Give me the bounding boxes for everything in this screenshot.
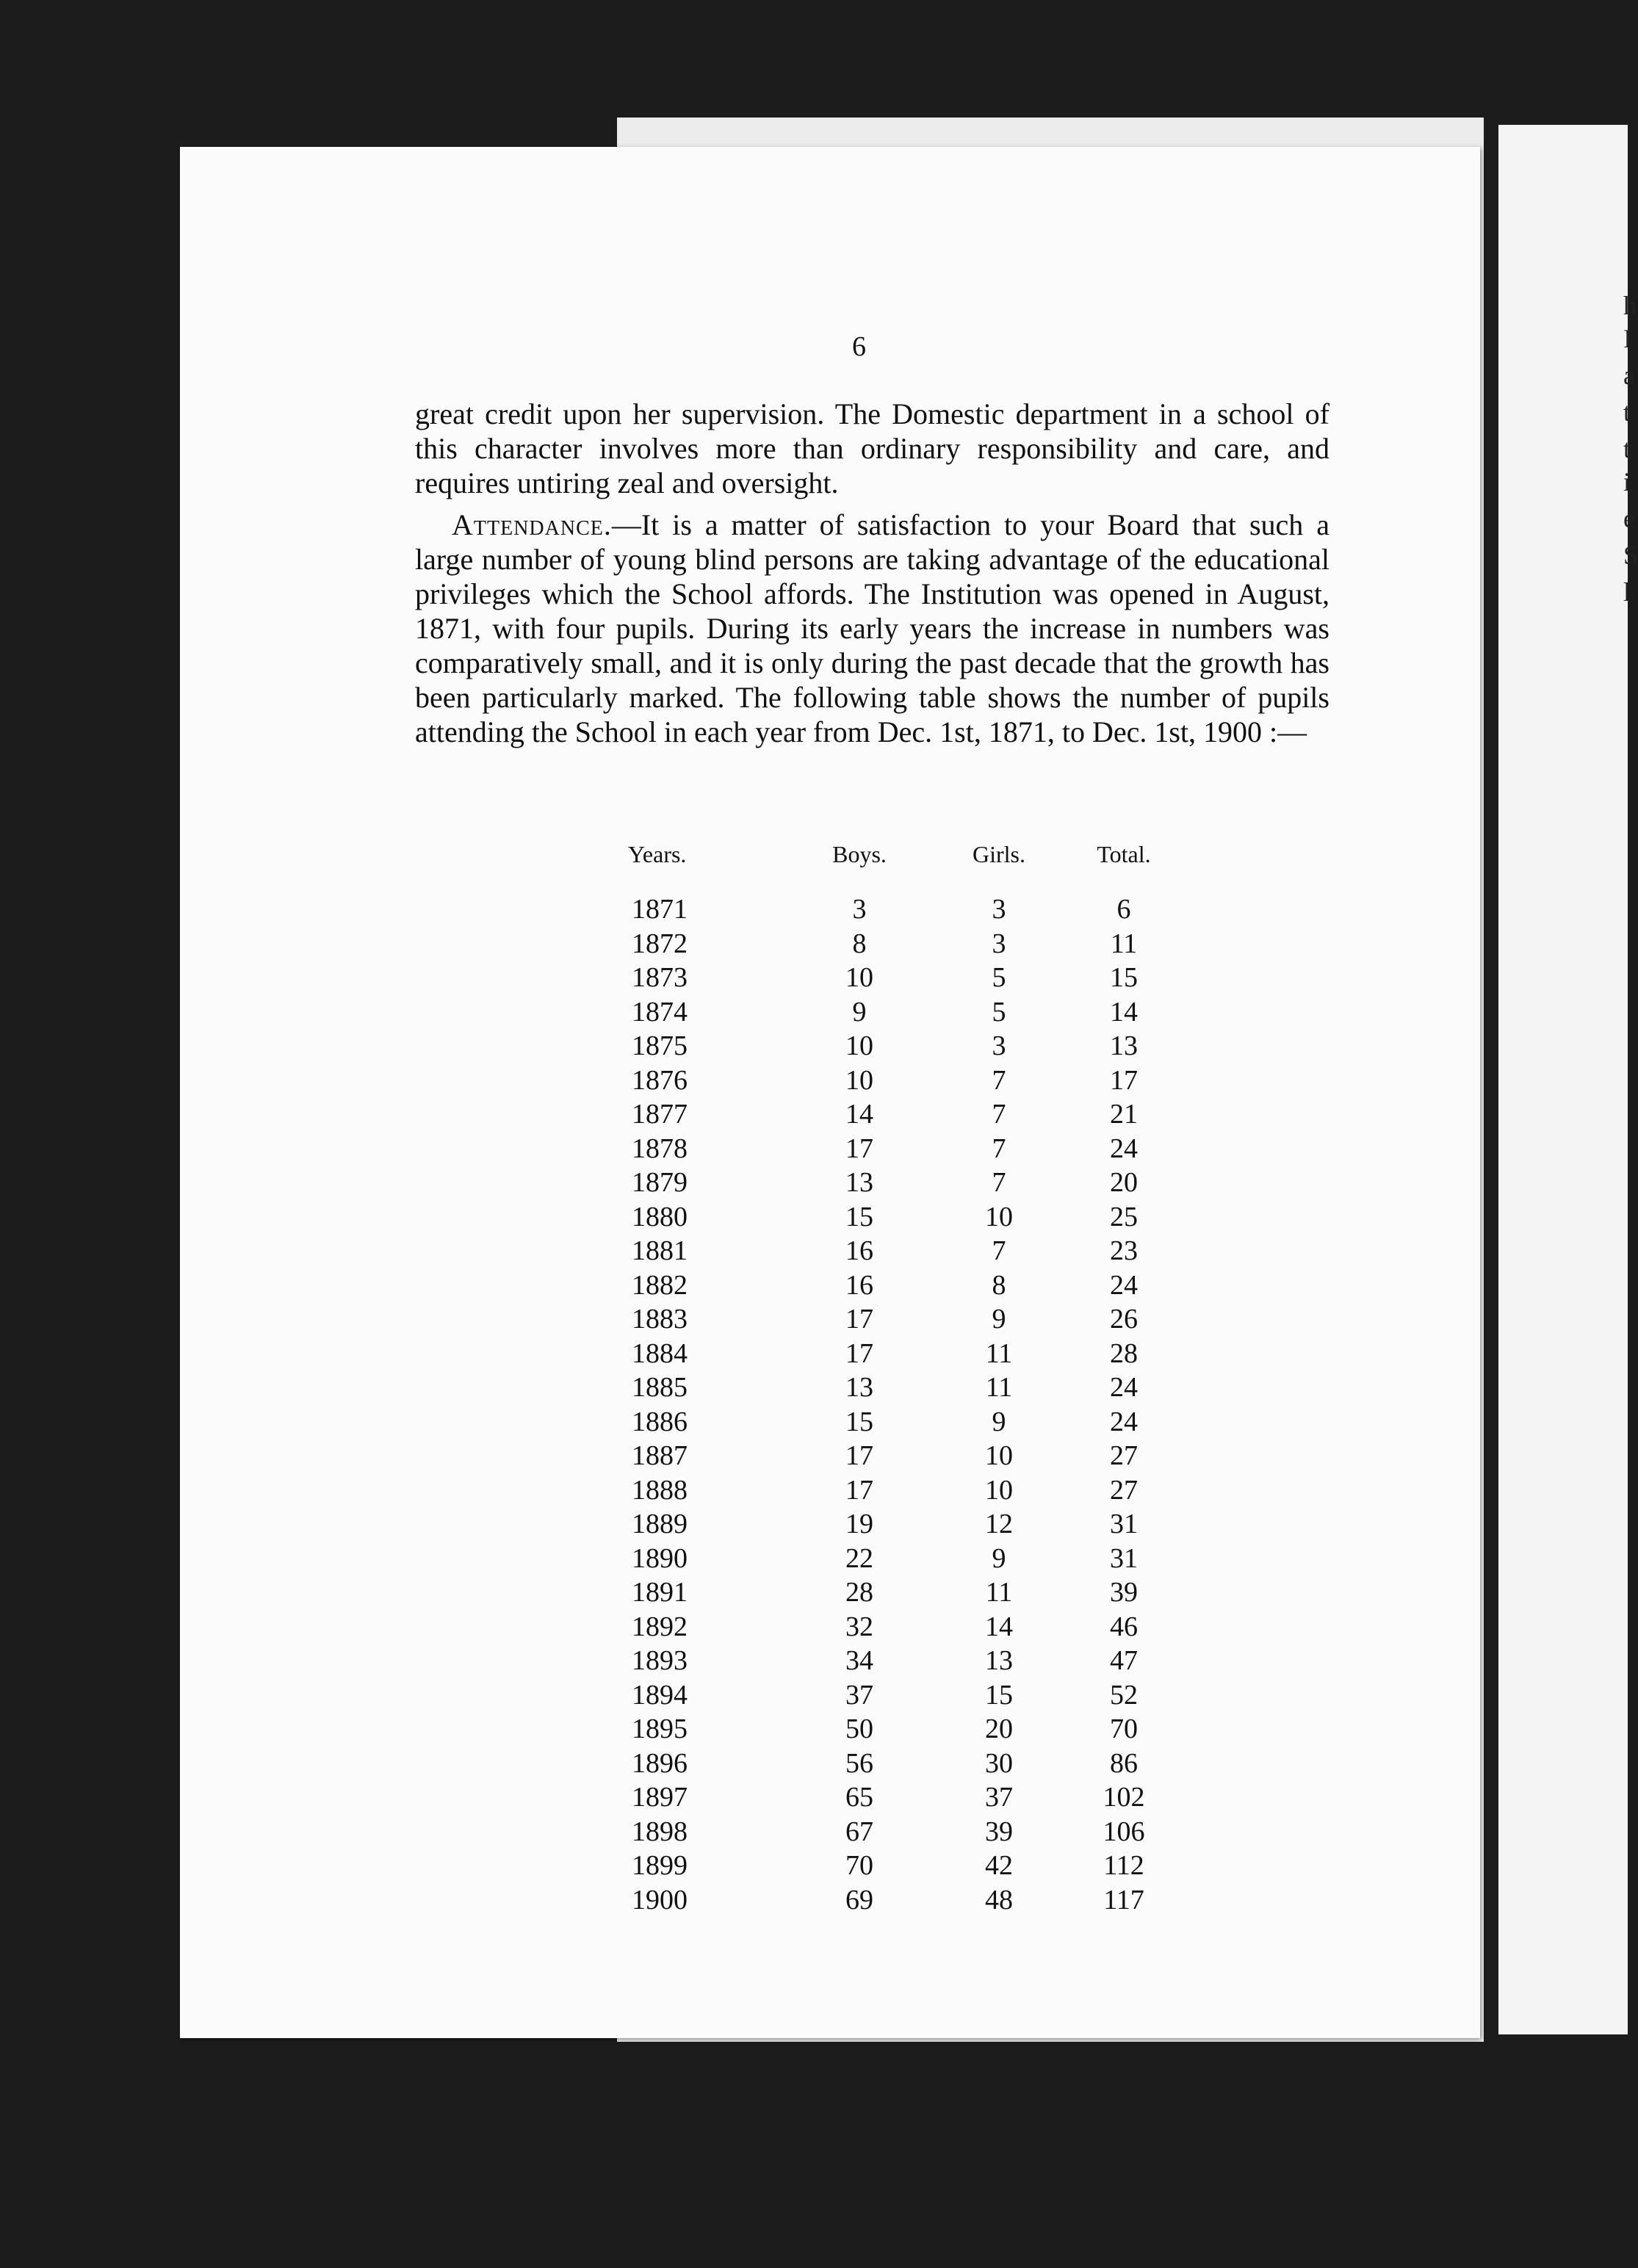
cell-girls: 11 bbox=[985, 1337, 1013, 1369]
cell-year: 1880 bbox=[632, 1201, 688, 1232]
cell-total: 86 bbox=[1110, 1747, 1138, 1779]
table-row bbox=[617, 1815, 1175, 1849]
cell-total: 21 bbox=[1110, 1099, 1138, 1130]
cell-boys: 17 bbox=[845, 1133, 873, 1164]
table-row bbox=[617, 995, 1175, 1030]
table-row bbox=[617, 1302, 1175, 1337]
cell-total: 24 bbox=[1110, 1372, 1138, 1404]
page-number: 6 bbox=[852, 331, 866, 362]
cell-girls: 11 bbox=[985, 1372, 1013, 1404]
cell-year: 1897 bbox=[632, 1782, 688, 1813]
cell-year: 1871 bbox=[632, 894, 688, 925]
adjacent-page bbox=[1498, 125, 1638, 2034]
header-total: Total. bbox=[1097, 841, 1151, 867]
table-row bbox=[617, 1370, 1175, 1405]
paragraph-supervision: great credit upon her supervision. The Domestic department in a school of this character involves more than ordinary responsibility and care, and requires untiring zeal and oversight. bbox=[415, 397, 1329, 499]
cell-girls: 7 bbox=[992, 1133, 1006, 1164]
body-text bbox=[415, 397, 1329, 749]
cell-boys: 17 bbox=[845, 1304, 873, 1335]
table-row bbox=[617, 1780, 1175, 1815]
cell-total: 25 bbox=[1110, 1201, 1138, 1232]
cell-year: 1889 bbox=[632, 1509, 688, 1540]
cell-girls: 11 bbox=[985, 1577, 1013, 1608]
cell-boys: 28 bbox=[845, 1577, 873, 1608]
table-row bbox=[617, 1575, 1175, 1610]
table-row bbox=[617, 1405, 1175, 1440]
table-row bbox=[617, 1644, 1175, 1678]
cell-boys: 32 bbox=[845, 1611, 873, 1642]
cell-total: 31 bbox=[1110, 1542, 1138, 1574]
table-row bbox=[617, 961, 1175, 995]
table-row bbox=[617, 1883, 1175, 1918]
cell-total: 117 bbox=[1103, 1884, 1144, 1915]
cell-year: 1872 bbox=[632, 928, 688, 959]
cell-total: 24 bbox=[1110, 1406, 1138, 1437]
paragraph-attendance bbox=[415, 508, 1329, 749]
cell-year: 1876 bbox=[632, 1064, 688, 1096]
table-row bbox=[617, 1473, 1175, 1508]
table-row bbox=[617, 927, 1175, 961]
cell-girls: 7 bbox=[992, 1099, 1006, 1130]
cell-year: 1894 bbox=[632, 1679, 688, 1711]
cell-total: 46 bbox=[1110, 1611, 1138, 1642]
table-row bbox=[617, 1542, 1175, 1576]
cell-girls: 10 bbox=[985, 1201, 1013, 1232]
cell-year: 1888 bbox=[632, 1474, 688, 1506]
cell-boys: 10 bbox=[845, 1064, 873, 1096]
cell-girls: 13 bbox=[985, 1645, 1013, 1677]
table-row bbox=[617, 1166, 1175, 1200]
cell-boys: 15 bbox=[845, 1406, 873, 1437]
cell-girls: 5 bbox=[992, 962, 1006, 994]
cell-boys: 67 bbox=[845, 1816, 873, 1847]
table-row bbox=[617, 1268, 1175, 1303]
cell-total: 11 bbox=[1110, 928, 1138, 959]
table-row bbox=[617, 892, 1175, 927]
cell-year: 1886 bbox=[632, 1406, 688, 1437]
cell-girls: 20 bbox=[985, 1713, 1013, 1745]
cell-girls: 30 bbox=[985, 1747, 1013, 1779]
table-row bbox=[617, 1063, 1175, 1098]
cell-year: 1884 bbox=[632, 1337, 688, 1369]
cell-total: 17 bbox=[1110, 1064, 1138, 1096]
cell-total: 112 bbox=[1103, 1850, 1144, 1882]
attendance-heading: Attendance. bbox=[452, 508, 612, 541]
table-row bbox=[617, 1029, 1175, 1063]
cell-year: 1887 bbox=[632, 1440, 688, 1472]
cell-year: 1881 bbox=[632, 1235, 688, 1267]
table-row bbox=[617, 1337, 1175, 1371]
cell-year: 1878 bbox=[632, 1133, 688, 1164]
cell-boys: 19 bbox=[845, 1509, 873, 1540]
cell-girls: 7 bbox=[992, 1167, 1006, 1199]
header-years: Years. bbox=[628, 841, 687, 867]
table-row bbox=[617, 1200, 1175, 1235]
table-row bbox=[617, 1097, 1175, 1132]
cell-total: 24 bbox=[1110, 1269, 1138, 1301]
cell-total: 52 bbox=[1110, 1679, 1138, 1711]
cell-boys: 37 bbox=[845, 1679, 873, 1711]
header-girls: Girls. bbox=[973, 841, 1025, 867]
cell-girls: 3 bbox=[992, 1030, 1006, 1062]
cell-girls: 9 bbox=[992, 1304, 1006, 1335]
table-row bbox=[617, 1712, 1175, 1747]
cell-boys: 34 bbox=[845, 1645, 873, 1677]
cell-boys: 65 bbox=[845, 1782, 873, 1813]
cell-girls: 39 bbox=[985, 1816, 1013, 1847]
cell-year: 1879 bbox=[632, 1167, 688, 1199]
attendance-body: —It is a matter of satisfaction to your Board that such a large number of young blind persons are taking advantage of the educational privileges which the School affords. The Institution was opened in August, 1871, with four pupils. During its early years the increase in numbers was comparatively small, and it is only during the past decade that the growth has been particularly marked. The following table shows the number of pupils attending the School in each year from Dec. 1st, 1871, to Dec. 1st, 1900 :— bbox=[415, 508, 1329, 748]
cell-girls: 3 bbox=[992, 894, 1006, 925]
cell-boys: 17 bbox=[845, 1440, 873, 1472]
cell-boys: 13 bbox=[845, 1372, 873, 1404]
adjacent-page-text-fragment: t bbox=[1623, 434, 1631, 463]
cell-total: 28 bbox=[1110, 1337, 1138, 1369]
cell-boys: 70 bbox=[845, 1850, 873, 1882]
cell-girls: 48 bbox=[985, 1884, 1013, 1915]
cell-girls: 5 bbox=[992, 996, 1006, 1028]
cell-girls: 9 bbox=[992, 1542, 1006, 1574]
cell-year: 1885 bbox=[632, 1372, 688, 1404]
adjacent-page-text-fragment: h bbox=[1623, 291, 1637, 320]
cell-year: 1890 bbox=[632, 1542, 688, 1574]
cell-boys: 13 bbox=[845, 1167, 873, 1199]
cell-total: 23 bbox=[1110, 1235, 1138, 1267]
cell-girls: 15 bbox=[985, 1679, 1013, 1711]
cell-boys: 69 bbox=[845, 1884, 873, 1915]
adjacent-page-text-fragment: t bbox=[1623, 397, 1631, 427]
cell-year: 1877 bbox=[632, 1099, 688, 1130]
cell-girls: 10 bbox=[985, 1474, 1013, 1506]
cell-boys: 56 bbox=[845, 1747, 873, 1779]
cell-year: 1875 bbox=[632, 1030, 688, 1062]
cell-total: 70 bbox=[1110, 1713, 1138, 1745]
adjacent-page-text-fragment: i bbox=[1623, 467, 1631, 496]
cell-boys: 10 bbox=[845, 1030, 873, 1062]
cell-girls: 3 bbox=[992, 928, 1006, 959]
cell-total: 26 bbox=[1110, 1304, 1138, 1335]
cell-year: 1896 bbox=[632, 1747, 688, 1779]
attendance-table bbox=[617, 841, 1175, 1917]
cell-girls: 10 bbox=[985, 1440, 1013, 1472]
table-row bbox=[617, 1678, 1175, 1713]
cell-boys: 17 bbox=[845, 1337, 873, 1369]
cell-boys: 50 bbox=[845, 1713, 873, 1745]
cell-year: 1899 bbox=[632, 1850, 688, 1882]
cell-boys: 16 bbox=[845, 1235, 873, 1267]
cell-girls: 14 bbox=[985, 1611, 1013, 1642]
cell-total: 27 bbox=[1110, 1474, 1138, 1506]
cell-year: 1895 bbox=[632, 1713, 688, 1745]
cell-girls: 7 bbox=[992, 1064, 1006, 1096]
cell-girls: 12 bbox=[985, 1509, 1013, 1540]
cell-year: 1892 bbox=[632, 1611, 688, 1642]
adjacent-page-text-fragment: e bbox=[1623, 504, 1635, 533]
table-row bbox=[617, 1610, 1175, 1644]
cell-total: 31 bbox=[1110, 1509, 1138, 1540]
cell-girls: 42 bbox=[985, 1850, 1013, 1882]
cell-year: 1873 bbox=[632, 962, 688, 994]
cell-boys: 9 bbox=[852, 996, 867, 1028]
cell-boys: 15 bbox=[845, 1201, 873, 1232]
cell-year: 1874 bbox=[632, 996, 688, 1028]
cell-year: 1891 bbox=[632, 1577, 688, 1608]
cell-girls: 7 bbox=[992, 1235, 1006, 1267]
cell-total: 15 bbox=[1110, 962, 1138, 994]
cell-year: 1882 bbox=[632, 1269, 688, 1301]
adjacent-page-text-fragment: l bbox=[1623, 577, 1631, 607]
cell-boys: 3 bbox=[852, 894, 867, 925]
cell-boys: 10 bbox=[845, 962, 873, 994]
cell-girls: 9 bbox=[992, 1406, 1006, 1437]
cell-boys: 22 bbox=[845, 1542, 873, 1574]
table-body bbox=[617, 892, 1175, 1917]
table-row bbox=[617, 1507, 1175, 1542]
cell-total: 13 bbox=[1110, 1030, 1138, 1062]
cell-boys: 8 bbox=[852, 928, 867, 959]
cell-total: 6 bbox=[1116, 894, 1131, 925]
cell-total: 24 bbox=[1110, 1133, 1138, 1164]
table-row bbox=[617, 1849, 1175, 1883]
cell-total: 14 bbox=[1110, 996, 1138, 1028]
cell-girls: 8 bbox=[992, 1269, 1006, 1301]
header-boys: Boys. bbox=[832, 841, 887, 867]
adjacent-page-text-fragment: a bbox=[1623, 361, 1635, 390]
table-row bbox=[617, 1234, 1175, 1268]
table-row bbox=[617, 1747, 1175, 1781]
table-header bbox=[617, 841, 1175, 892]
adjacent-page-text-fragment: S bbox=[1623, 541, 1638, 570]
cell-year: 1883 bbox=[632, 1304, 688, 1335]
cell-total: 27 bbox=[1110, 1440, 1138, 1472]
cell-girls: 37 bbox=[985, 1782, 1013, 1813]
cell-boys: 16 bbox=[845, 1269, 873, 1301]
cell-year: 1898 bbox=[632, 1816, 688, 1847]
cell-total: 20 bbox=[1110, 1167, 1138, 1199]
cell-total: 47 bbox=[1110, 1645, 1138, 1677]
cell-boys: 14 bbox=[845, 1099, 873, 1130]
cell-boys: 17 bbox=[845, 1474, 873, 1506]
cell-total: 39 bbox=[1110, 1577, 1138, 1608]
cell-year: 1900 bbox=[632, 1884, 688, 1915]
cell-year: 1893 bbox=[632, 1645, 688, 1677]
cell-total: 106 bbox=[1103, 1816, 1145, 1847]
table-row bbox=[617, 1132, 1175, 1166]
cell-total: 102 bbox=[1103, 1782, 1145, 1813]
adjacent-page-text-fragment: I bbox=[1623, 324, 1632, 353]
table-row bbox=[617, 1439, 1175, 1473]
